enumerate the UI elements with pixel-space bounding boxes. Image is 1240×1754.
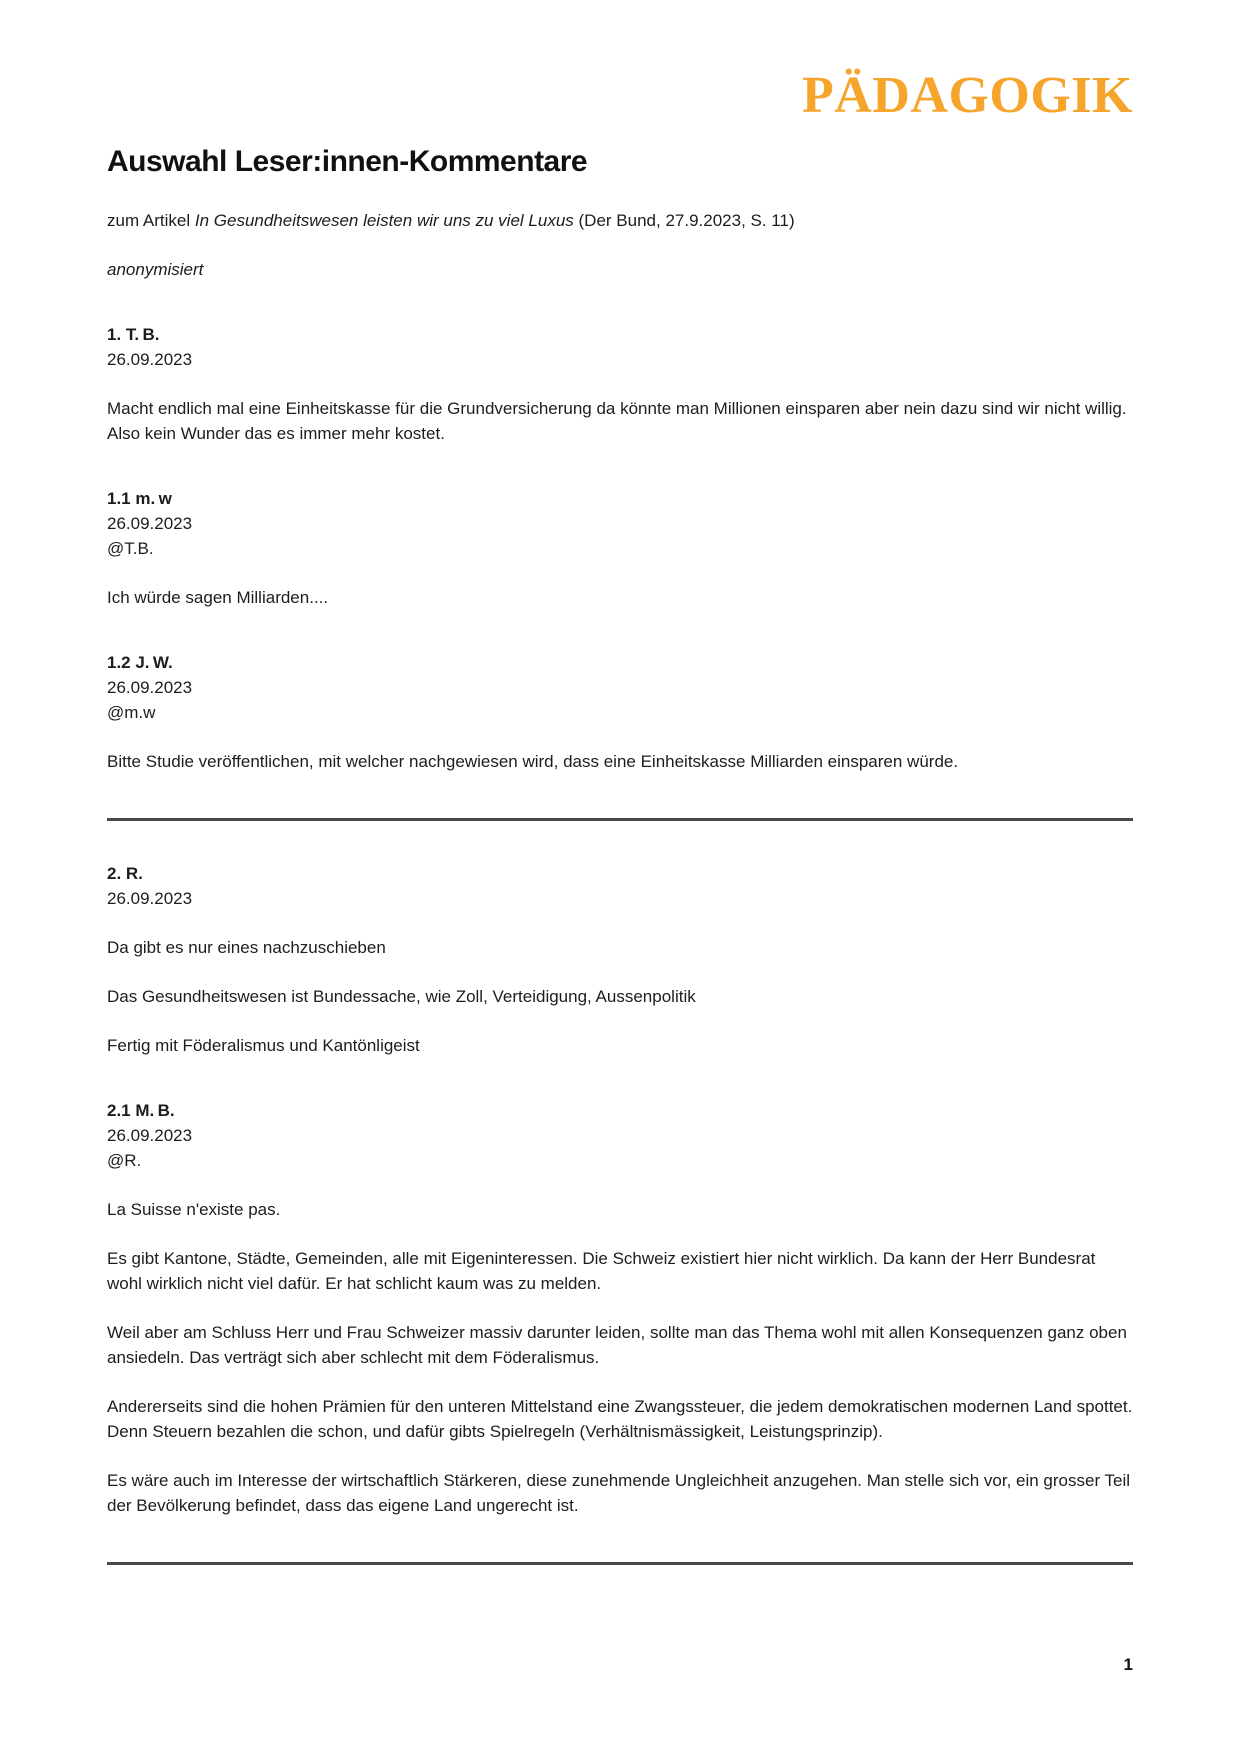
section-divider bbox=[107, 1562, 1133, 1565]
comment-author: 2.1 M. B. bbox=[107, 1101, 175, 1120]
anonymized-note: anonymisiert bbox=[107, 260, 204, 279]
comment-date: 26.09.2023 bbox=[107, 889, 193, 908]
comment-reply-to: @T.B. bbox=[107, 539, 154, 558]
comment-date: 26.09.2023 bbox=[107, 678, 193, 697]
page-title: Auswahl Leser:innen-Kommentare bbox=[107, 145, 588, 178]
comment-date: 26.09.2023 bbox=[107, 350, 193, 369]
comment-body bbox=[107, 1197, 1133, 1518]
comment bbox=[107, 650, 1133, 774]
comment-header bbox=[107, 322, 1133, 372]
comment-text: Da gibt es nur eines nachzuschieben bbox=[107, 938, 386, 957]
comment-header bbox=[107, 486, 1133, 561]
article-reference-prefix: zum Artikel bbox=[107, 211, 195, 230]
comment-text: La Suisse n'existe pas. bbox=[107, 1200, 281, 1219]
comment-author: 1.1 m. w bbox=[107, 489, 172, 508]
comment-header bbox=[107, 650, 1133, 725]
comment-text: Bitte Studie veröffentlichen, mit welcher nachgewiesen wird, dass eine Einheitskasse Milliarden einsparen würde. bbox=[107, 752, 959, 771]
comment-header bbox=[107, 861, 1133, 911]
article-reference-source: (Der Bund, 27.9.2023, S. 11) bbox=[573, 211, 795, 230]
comment-text: Es wäre auch im Interesse der wirtschaftlich Stärkeren, diese zunehmende Ungleichheit anzugehen. Man stelle sich vor, ein grosser Teil der Bevölkerung befindet, dass das eigene Land ungerecht ist. bbox=[107, 1471, 1131, 1515]
comment bbox=[107, 486, 1133, 610]
section-divider bbox=[107, 818, 1133, 821]
comment-header bbox=[107, 1098, 1133, 1173]
comment-body bbox=[107, 585, 1133, 610]
comment-text: Das Gesundheitswesen ist Bundessache, wie Zoll, Verteidigung, Aussenpolitik bbox=[107, 987, 696, 1006]
page-number: 1 bbox=[1123, 1655, 1133, 1674]
comment-text: Es gibt Kantone, Städte, Gemeinden, alle mit Eigeninteressen. Die Schweiz existiert hier nicht wirklich. Da kann der Herr Bundesrat wohl wirklich nicht viel dafür. Er hat schlicht kaum was zu melden. bbox=[107, 1249, 1096, 1293]
comment-body bbox=[107, 396, 1133, 446]
comment-text: Ich würde sagen Milliarden.... bbox=[107, 588, 329, 607]
comment bbox=[107, 1098, 1133, 1518]
comment bbox=[107, 861, 1133, 1058]
article-title-italic: In Gesundheitswesen leisten wir uns zu viel Luxus bbox=[194, 211, 574, 230]
comment-body bbox=[107, 935, 1133, 1058]
comment bbox=[107, 322, 1133, 446]
comment-author: 2. R. bbox=[107, 864, 143, 883]
comment-text: Fertig mit Föderalismus und Kantönligeist bbox=[107, 1036, 420, 1055]
comment-date: 26.09.2023 bbox=[107, 1126, 193, 1145]
comment-text: Andererseits sind die hohen Prämien für den unteren Mittelstand eine Zwangssteuer, die jedem demokratischen modernen Land spottet. Denn Steuern bezahlen die schon, und dafür gibts Spielregeln (Verhältnismässigkeit, Leistungsprinzip). bbox=[107, 1397, 1133, 1441]
comment-text: Macht endlich mal eine Einheitskasse für die Grundversicherung da könnte man Millionen einsparen aber nein dazu sind wir nicht willig. Also kein Wunder das es immer mehr kostet. bbox=[107, 399, 1127, 443]
comment-reply-to: @R. bbox=[107, 1151, 142, 1170]
comment-text: Weil aber am Schluss Herr und Frau Schweizer massiv darunter leiden, sollte man das Thema wohl mit allen Konsequenzen ganz oben ansiedeln. Das verträgt sich aber schlecht mit dem Föderalismus. bbox=[107, 1323, 1127, 1367]
comment-author: 1. T. B. bbox=[107, 325, 160, 344]
comment-body bbox=[107, 749, 1133, 774]
comment-reply-to: @m.w bbox=[107, 703, 156, 722]
article-reference bbox=[107, 208, 1133, 233]
comments-list bbox=[107, 322, 1133, 1565]
comment-author: 1.2 J. W. bbox=[107, 653, 173, 672]
comment-date: 26.09.2023 bbox=[107, 514, 193, 533]
magazine-logo: PÄDAGOGIK bbox=[802, 67, 1133, 124]
